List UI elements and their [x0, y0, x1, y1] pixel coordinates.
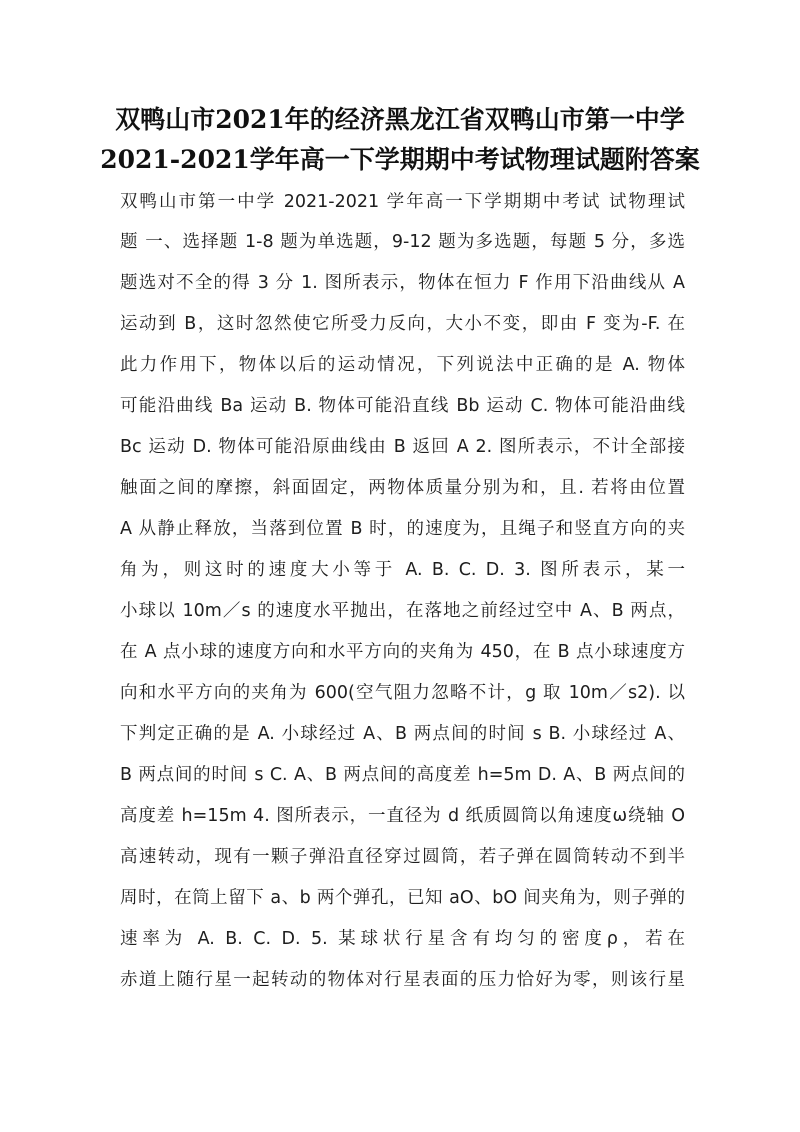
body-text-line: 在 A 点小球的速度方向和水平方向的夹角为 450，在 B 点小球速度方 [120, 642, 685, 662]
body-text-line: 小球以 10m／s 的速度水平抛出，在落地之前经过空中 A、B 两点， [120, 601, 685, 621]
body-text-line: 角为，则这时的速度大小等于 A. B. C. D. 3. 图所表示，某一 [120, 560, 685, 580]
body-text-line: Bc 运动 D. 物体可能沿原曲线由 B 返回 A 2. 图所表示，不计全部接 [120, 437, 685, 457]
body-text-line: 双鸭山市第一中学 2021-2021 学年高一下学期期中考试 试物理试 [120, 192, 685, 212]
body-text-line: B 两点间的时间 s C. A、B 两点间的高度差 h=5m D. A、B 两点间的 [120, 765, 685, 785]
document-title-line-1: 双鸭山市2021年的经济黑龙江省双鸭山市第一中学 [115, 105, 685, 134]
body-text-line: 运动到 B，这时忽然使它所受力反向，大小不变，即由 F 变为-F. 在 [120, 314, 685, 334]
body-text-line: 高度差 h=15m 4. 图所表示，一直径为 d 纸质圆筒以角速度ω绕轴 O [120, 806, 685, 826]
body-text-line: 高速转动，现有一颗子弹沿直径穿过圆筒，若子弹在圆筒转动不到半 [120, 847, 685, 867]
body-text-line: 赤道上随行星一起转动的物体对行星表面的压力恰好为零，则该行星 [120, 970, 685, 990]
body-text-line: 下判定正确的是 A. 小球经过 A、B 两点间的时间 s B. 小球经过 A、 [120, 724, 685, 744]
body-text-line: 速率为 A. B. C. D. 5. 某球状行星含有均匀的密度ρ，若在 [120, 929, 685, 949]
body-text-line: 周时，在筒上留下 a、b 两个弹孔，已知 aO、bO 间夹角为，则子弹的 [120, 888, 685, 908]
body-text-line: 向和水平方向的夹角为 600(空气阻力忽略不计，g 取 10m／s2). 以 [120, 683, 685, 703]
body-text-line: 题 一、选择题 1-8 题为单选题，9-12 题为多选题，每题 5 分，多选 [120, 232, 685, 252]
body-text-line: A 从静止释放，当落到位置 B 时，的速度为，且绳子和竖直方向的夹 [120, 519, 685, 539]
body-text-line: 此力作用下，物体以后的运动情况，下列说法中正确的是 A. 物体 [120, 355, 685, 375]
body-text-line: 触面之间的摩擦，斜面固定，两物体质量分别为和，且. 若将由位置 [120, 478, 685, 498]
body-text-line: 可能沿曲线 Ba 运动 B. 物体可能沿直线 Bb 运动 C. 物体可能沿曲线 [120, 396, 685, 416]
body-text-line: 题选对不全的得 3 分 1. 图所表示，物体在恒力 F 作用下沿曲线从 A [120, 273, 685, 293]
document-title-line-2: 2021-2021学年高一下学期期中考试物理试题附答案 [100, 145, 700, 174]
